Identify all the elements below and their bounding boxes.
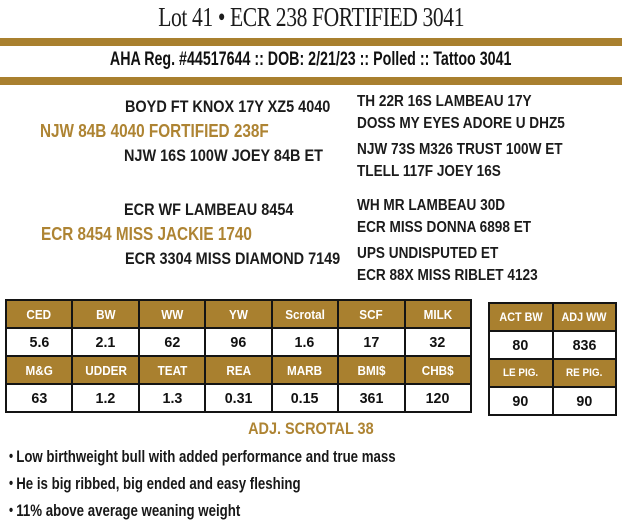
epd-header-cell: UDDER xyxy=(72,356,138,384)
bullet-icon: • xyxy=(9,502,14,519)
dam-of-sire: NJW 16S 100W JOEY 84B ET xyxy=(124,146,323,165)
weights-value-cell: 836 xyxy=(553,331,617,359)
epd-header-cell: CED xyxy=(6,300,72,328)
epd-header-row-2 xyxy=(6,356,471,384)
epd-header-cell: SCF xyxy=(338,300,404,328)
epd-table xyxy=(5,299,472,413)
sire-name: NJW 84B 4040 FORTIFIED 238F xyxy=(40,121,269,141)
epd-header-cell: MARB xyxy=(272,356,338,384)
epd-value-cell: 361 xyxy=(338,384,404,412)
epd-header-cell: BW xyxy=(72,300,138,328)
epd-value-cell: 120 xyxy=(405,384,471,412)
epd-header-cell: REA xyxy=(205,356,271,384)
weights-value-cell: 90 xyxy=(553,387,617,415)
epd-header-cell: WW xyxy=(139,300,205,328)
bullet-icon: • xyxy=(9,475,14,492)
epd-value-cell: 5.6 xyxy=(6,328,72,356)
epd-value-cell: 2.1 xyxy=(72,328,138,356)
epd-header-cell: MILK xyxy=(405,300,471,328)
weights-header-cell: LE PIG. xyxy=(489,359,553,387)
sire-paternal-grandsire: TH 22R 16S LAMBEAU 17Y xyxy=(357,93,532,110)
sire-paternal-granddam: DOSS MY EYES ADORE U DHZ5 xyxy=(357,115,565,132)
epd-header-cell: M&G xyxy=(6,356,72,384)
weights-header-cell: ACT BW xyxy=(489,303,553,331)
weights-value-row-2 xyxy=(489,387,616,415)
dam-maternal-grandsire: UPS UNDISPUTED ET xyxy=(357,245,499,262)
weights-header-row-1 xyxy=(489,303,616,331)
gold-divider-bottom xyxy=(0,77,622,85)
epd-header-row-1 xyxy=(6,300,471,328)
epd-value-cell: 1.3 xyxy=(139,384,205,412)
note-text: Low birthweight bull with added performance and true mass xyxy=(16,447,396,466)
gold-divider-top xyxy=(0,38,622,46)
dam-paternal-granddam: ECR MISS DONNA 6898 ET xyxy=(357,219,532,236)
epd-value-cell: 17 xyxy=(338,328,404,356)
note-item xyxy=(9,497,505,524)
weights-header-cell: RE PIG. xyxy=(553,359,617,387)
sire-maternal-granddam: TLELL 117F JOEY 16S xyxy=(357,163,501,180)
epd-header-cell: BMI$ xyxy=(338,356,404,384)
epd-value-row-1 xyxy=(6,328,471,356)
epd-header-cell: Scrotal xyxy=(272,300,338,328)
epd-value-cell: 62 xyxy=(139,328,205,356)
epd-header-cell: TEAT xyxy=(139,356,205,384)
adj-scrotal-line: ADJ. SCROTAL 38 xyxy=(248,419,374,438)
dam-name: ECR 8454 MISS JACKIE 1740 xyxy=(41,224,252,244)
weights-value-row-1 xyxy=(489,331,616,359)
lot-title xyxy=(0,2,622,33)
dam-paternal-grandsire: WH MR LAMBEAU 30D xyxy=(357,197,506,214)
weights-table xyxy=(488,302,617,416)
dam-maternal-granddam: ECR 88X MISS RIBLET 4123 xyxy=(357,267,538,284)
weights-value-cell: 90 xyxy=(489,387,553,415)
note-text: 11% above average weaning weight xyxy=(16,501,241,520)
epd-value-cell: 1.6 xyxy=(272,328,338,356)
note-item xyxy=(9,470,505,497)
epd-value-cell: 0.15 xyxy=(272,384,338,412)
epd-value-cell: 32 xyxy=(405,328,471,356)
weights-value-cell: 80 xyxy=(489,331,553,359)
dam-of-dam: ECR 3304 MISS DIAMOND 7149 xyxy=(125,249,341,268)
registration-line xyxy=(0,49,622,71)
weights-header-cell: ADJ WW xyxy=(553,303,617,331)
bullet-icon: • xyxy=(9,448,14,465)
epd-header-cell: CHB$ xyxy=(405,356,471,384)
epd-value-cell: 0.31 xyxy=(205,384,271,412)
lot-title-text: Lot 41 • ECR 238 FORTIFIED 3041 xyxy=(158,2,464,32)
epd-header-cell: YW xyxy=(205,300,271,328)
notes-list xyxy=(9,443,505,524)
note-text: He is big ribbed, big ended and easy fleshing xyxy=(16,474,301,493)
note-item xyxy=(9,443,505,470)
sire-of-dam: ECR WF LAMBEAU 8454 xyxy=(124,200,294,219)
epd-value-cell: 63 xyxy=(6,384,72,412)
weights-header-row-2 xyxy=(489,359,616,387)
epd-value-cell: 1.2 xyxy=(72,384,138,412)
sire-of-sire: BOYD FT KNOX 17Y XZ5 4040 xyxy=(125,97,331,116)
sire-maternal-grandsire: NJW 73S M326 TRUST 100W ET xyxy=(357,141,563,158)
registration-text: AHA Reg. #44517644 :: DOB: 2/21/23 :: Polled :: Tattoo 3041 xyxy=(110,49,512,70)
epd-value-row-2 xyxy=(6,384,471,412)
epd-value-cell: 96 xyxy=(205,328,271,356)
